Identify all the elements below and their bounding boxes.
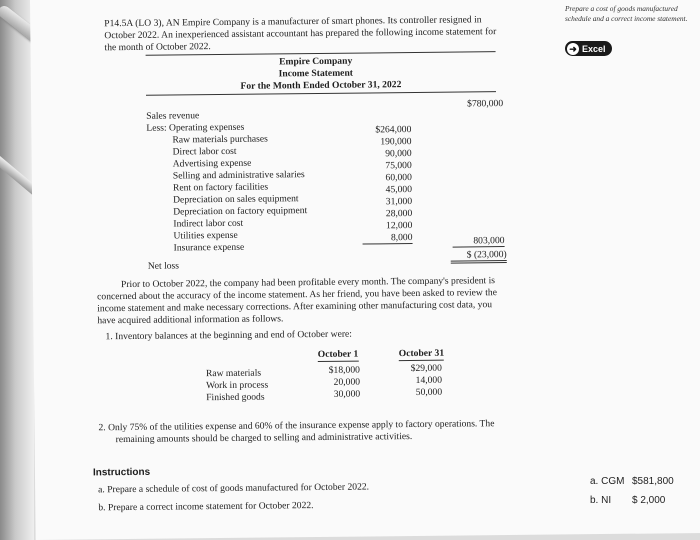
paragraph-line-2: concerned about the accuracy of the income statement. As her friend, you have been asked to review the xyxy=(97,287,497,303)
item-1-text: 1. Inventory balances at the beginning and end of October were: xyxy=(105,328,352,343)
expense-label: Insurance expense xyxy=(173,241,245,254)
statement-title: Income Statement xyxy=(278,67,354,80)
net-loss-label: Net loss xyxy=(147,260,180,272)
paragraph-line-4: have acquired additional information as follows. xyxy=(97,313,284,327)
expense-value: 45,000 xyxy=(385,184,413,196)
inventory-oct1-value: $18,000 xyxy=(328,364,360,376)
sales-revenue-label: Sales revenue xyxy=(146,110,200,122)
problem-intro-line-3: the month of October 2022. xyxy=(104,41,211,54)
net-loss-value: $ (23,000) xyxy=(451,249,507,264)
answer-b-value: $ 2,000 xyxy=(632,495,666,506)
expense-label: Direct labor cost xyxy=(172,145,237,158)
answer-b-label: b. NI xyxy=(590,495,612,506)
binding-shadow xyxy=(0,0,34,540)
inventory-col-oct31: October 31 xyxy=(398,347,445,360)
inventory-oct31-value: 50,000 xyxy=(415,386,443,398)
expense-label: Selling and administrative salaries xyxy=(172,169,305,182)
answer-a-label: a. CGM xyxy=(590,476,625,487)
expense-label: Indirect labor cost xyxy=(173,217,244,230)
expense-value: 90,000 xyxy=(385,148,412,160)
expense-value: 75,000 xyxy=(385,160,412,172)
inventory-row-label: Finished goods xyxy=(206,391,265,404)
company-name: Empire Company xyxy=(279,55,353,68)
problem-intro-line-1: P14.5A (LO 3), AN Empire Company is a manufacturer of smart phones. Its controller resigned in xyxy=(104,14,482,30)
expense-label: Raw materials purchases xyxy=(172,133,268,146)
expense-value-last: 8,000 xyxy=(362,232,412,245)
expense-value: 28,000 xyxy=(385,208,413,220)
expense-label: Utilities expense xyxy=(173,229,238,242)
instruction-a: a. Prepare a schedule of cost of goods manufactured for October 2022. xyxy=(98,481,370,496)
statement-period: For the Month Ended October 31, 2022 xyxy=(240,79,402,92)
inventory-oct1-value: 30,000 xyxy=(333,388,361,400)
excel-label: Excel xyxy=(582,43,606,54)
expense-value: 12,000 xyxy=(385,220,413,232)
expense-label: Depreciation on factory equipment xyxy=(173,205,308,218)
textbook-page xyxy=(30,0,700,540)
expense-value: 31,000 xyxy=(385,196,413,208)
arrow-right-icon: ➜ xyxy=(567,43,579,55)
paragraph-line-1: Prior to October 2022, the company had been profitable every month. The company's president is xyxy=(120,275,496,291)
item-2-line-1: 2. Only 75% of the utilities expense and 60% of the insurance expense apply to factory operations. The xyxy=(98,418,495,434)
inventory-col-oct1: October 1 xyxy=(317,348,359,361)
total-expenses-value: 803,000 xyxy=(452,235,504,248)
expense-value: $264,000 xyxy=(375,124,412,136)
inventory-row-label: Work in process xyxy=(205,379,269,392)
margin-note: Prepare a cost of goods manufactured schedule and a correct income statement. xyxy=(565,4,688,23)
inventory-oct31-value: 14,000 xyxy=(415,374,443,386)
problem-intro-line-2: October 2022. An inexperienced assistant accountant has prepared the following income statement for xyxy=(104,26,497,42)
instruction-b: b. Prepare a correct income statement for October 2022. xyxy=(98,500,314,514)
sales-revenue-value: $780,000 xyxy=(467,98,504,110)
instructions-heading: Instructions xyxy=(92,466,151,479)
inventory-row-label: Raw materials xyxy=(205,367,262,380)
excel-button[interactable] xyxy=(565,41,612,56)
expense-label: Depreciation on sales equipment xyxy=(173,193,299,206)
less-operating-expenses-label: Less: Operating expenses xyxy=(146,121,245,134)
inventory-oct31-value: $29,000 xyxy=(410,362,442,375)
item-2-line-2: remaining amounts should be charged to selling and administrative activities. xyxy=(115,431,413,446)
expense-value: 60,000 xyxy=(385,172,412,184)
answer-a-value: $581,800 xyxy=(632,476,674,487)
expense-label: Advertising expense xyxy=(172,157,252,170)
expense-label: Rent on factory facilities xyxy=(172,181,269,194)
paragraph-line-3: income statement and make necessary corrections. After examining other manufacturing cost data, you xyxy=(97,299,493,315)
inventory-oct1-value: 20,000 xyxy=(333,376,361,388)
expense-value: 190,000 xyxy=(380,136,412,148)
